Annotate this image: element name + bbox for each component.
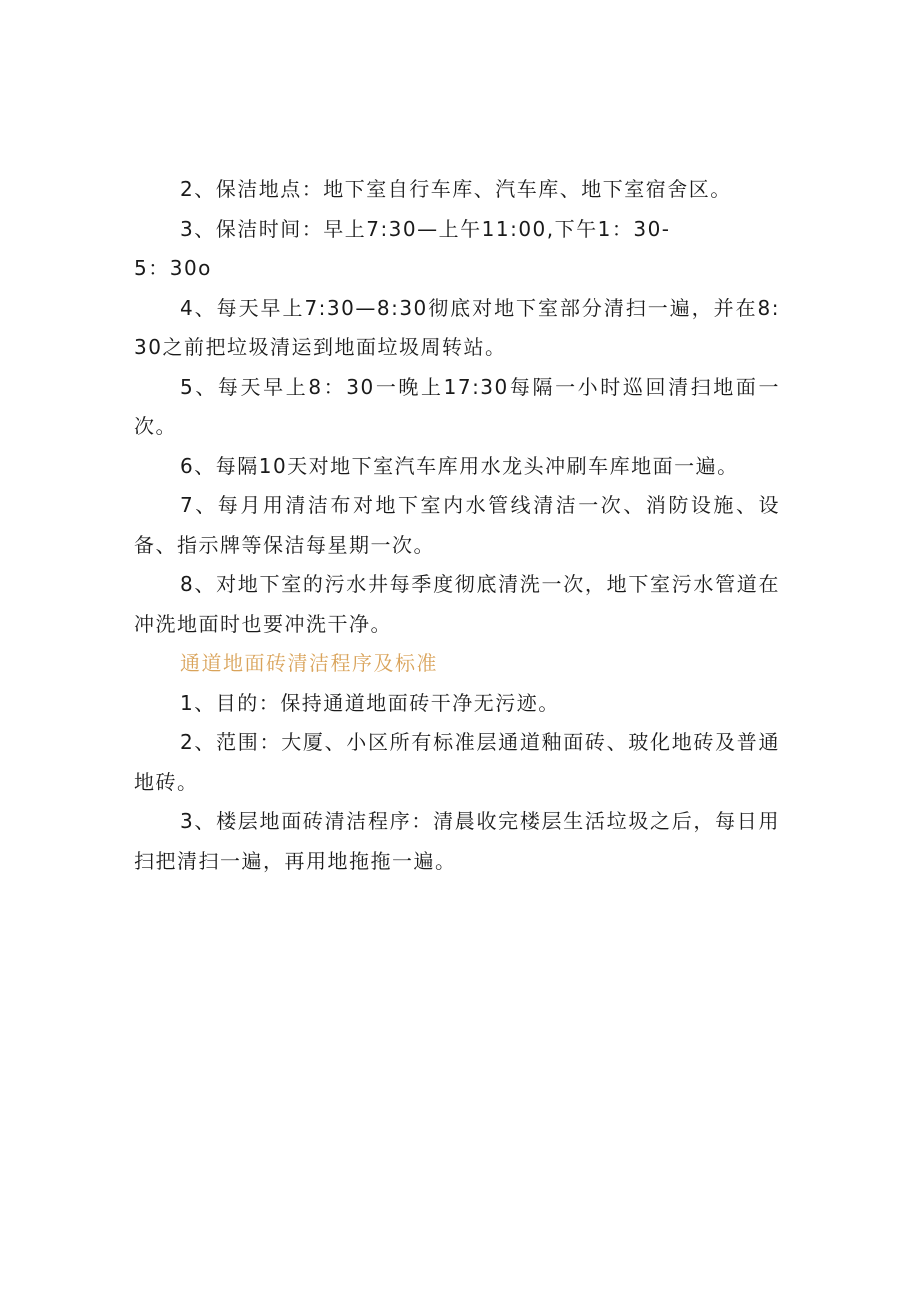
paragraph-morning-sweep: 4、每天早上7:30—8:30彻底对地下室部分清扫一遍，并在8:30之前把垃圾清运到地面垃圾周转站。 (134, 295, 780, 359)
paragraph-procedure: 3、楼层地面砖清洁程序：清晨收完楼层生活垃圾之后，每日用扫把清扫一遍，再用地拖拖一遍。 (134, 809, 780, 873)
paragraph-garage-flush: 6、每隔10天对地下室汽车库用水龙头冲刷车库地面一遍。 (180, 453, 739, 478)
document-body (134, 170, 780, 881)
paragraph-cleaning-location: 2、保洁地点：地下室自行车库、汽车库、地下室宿舍区。 (180, 177, 732, 201)
paragraph-hourly-patrol: 5、每天早上8：30一晚上17:30每隔一小时巡回清扫地面一次。 (134, 374, 780, 438)
paragraph-purpose: 1、目的：保持通道地面砖干净无污迹。 (180, 690, 560, 715)
section-heading: 通道地面砖清洁程序及标准 (180, 651, 438, 675)
paragraph-sewage-well: 8、对地下室的污水井每季度彻底清洗一次，地下室污水管道在冲洗地面时也要冲洗干净。 (134, 572, 780, 636)
paragraph-cleaning-time-continued: 5：30o (134, 256, 212, 280)
paragraph-scope: 2、范围：大厦、小区所有标准层通道釉面砖、玻化地砖及普通地砖。 (134, 730, 780, 794)
paragraph-cleaning-time: 3、保洁时间：早上7:30—上午11:00,下午1：30- (180, 216, 671, 241)
paragraph-pipe-cleaning: 7、每月用清洁布对地下室内水管线清洁一次、消防设施、设备、指示牌等保洁每星期一次。 (134, 493, 780, 557)
